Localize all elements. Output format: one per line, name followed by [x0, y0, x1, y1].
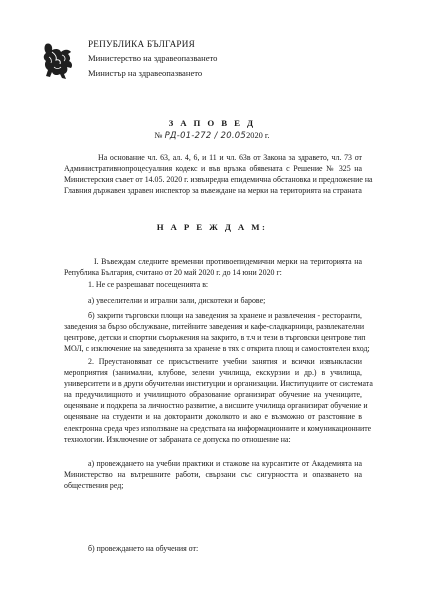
item-2-paragraph: [64, 356, 373, 445]
order-number: [0, 130, 424, 140]
preamble-paragraph: [64, 152, 373, 196]
order-year: 2020 г.: [246, 131, 270, 140]
coat-of-arms-icon: [40, 40, 78, 82]
item-1: 1. Не се разрешават посещенията в:: [88, 280, 209, 289]
item-2a-line: обществения ред;: [64, 481, 124, 491]
item-2-line: на предучилищното и училищното образование организират обучение на учениците,: [64, 390, 362, 400]
item-1a: а) увеселителни и игрални зали, дискотеки и барове;: [88, 296, 266, 305]
item-2-line: оценяване и подкрепа за личностно развитие, а висшите училища организират обучение и: [64, 401, 368, 411]
handwritten-order-number: РД-01-272 / 20.05: [164, 130, 247, 140]
item-2-line: университети и в други обучителни институции и организации. Институциите от системата: [64, 379, 373, 389]
item-2a-line: Министерство на вътрешните работи, свързани със сигурността и опазването на: [64, 470, 362, 480]
item-1b-paragraph: [64, 310, 370, 354]
section-1-paragraph: [64, 256, 362, 278]
item-2-line: 2. Преустановяват се присъствените учебни занятия и всички извънкласни: [88, 357, 362, 366]
item-2b: б) провеждането на обучения от:: [88, 544, 199, 553]
item-2-line: технологии. Изключение от забраната се допуска по отношение на:: [64, 434, 291, 444]
preamble-line: Главния държавен здравен инспектор за въвеждане на мерки на територията на страната: [64, 186, 362, 196]
ministry-name: Министерство на здравеопазването: [88, 53, 218, 63]
item-1b-line: МОЛ, с изключение на заведенията за хранене в тях с открита площ и самостоятелен вход;: [64, 344, 370, 354]
item-1b-line: центрове, детски и спортни съоръжения на закрито, в т.ч и тези в търговски центрове тип: [64, 333, 366, 343]
item-2a-paragraph: [64, 458, 362, 491]
orders-heading: Н А Р Е Ж Д А М:: [156, 222, 268, 232]
item-1b-line: заведения за бързо обслужване, питейните заведения и кафе-сладкарници, развлекателни: [64, 322, 365, 332]
number-prefix: №: [154, 131, 163, 140]
item-2-line: мероприятия (занимални, клубове, зелени училища, екскурзии и др.) в училища,: [64, 368, 362, 378]
item-2-line: оценяване на студенти и на докторанти доколкото и ако е възможно от разстояние в: [64, 412, 362, 422]
preamble-line: Министерския съвет от 14.05. 2020 г. извънредна епидемична обстановка и предложение на: [64, 175, 373, 185]
item-2a-line: а) провеждането на учебни практики и стажове на курсантите от Академията на: [88, 459, 362, 468]
section-1-line: I. Въвеждам следните временни противоепидемични мерки на територията на: [94, 257, 362, 266]
item-1b-line: б) закрити търговски площи на заведения за хранене и развлечения - ресторанти,: [88, 311, 362, 320]
preamble-line: На основание чл. 63, ал. 4, 6, и 11 и чл. 63в от Закона за здравето, чл. 73 от: [98, 153, 362, 162]
item-2-line: електронна среда чрез използване на средствата на информационните и комуникационните: [64, 423, 372, 433]
section-1-line: Република България, считано от 20 май 2020 г. до 14 юни 2020 г:: [64, 268, 282, 278]
preamble-line: Административнопроцесуалния кодекс и във връзка обявената с Решение № 325 на: [64, 164, 362, 174]
minister-title: Министър на здравеопазването: [88, 68, 203, 78]
republic-name: РЕПУБЛИКА БЪЛГАРИЯ: [88, 39, 195, 49]
order-title: З А П О В Е Д: [168, 118, 256, 128]
